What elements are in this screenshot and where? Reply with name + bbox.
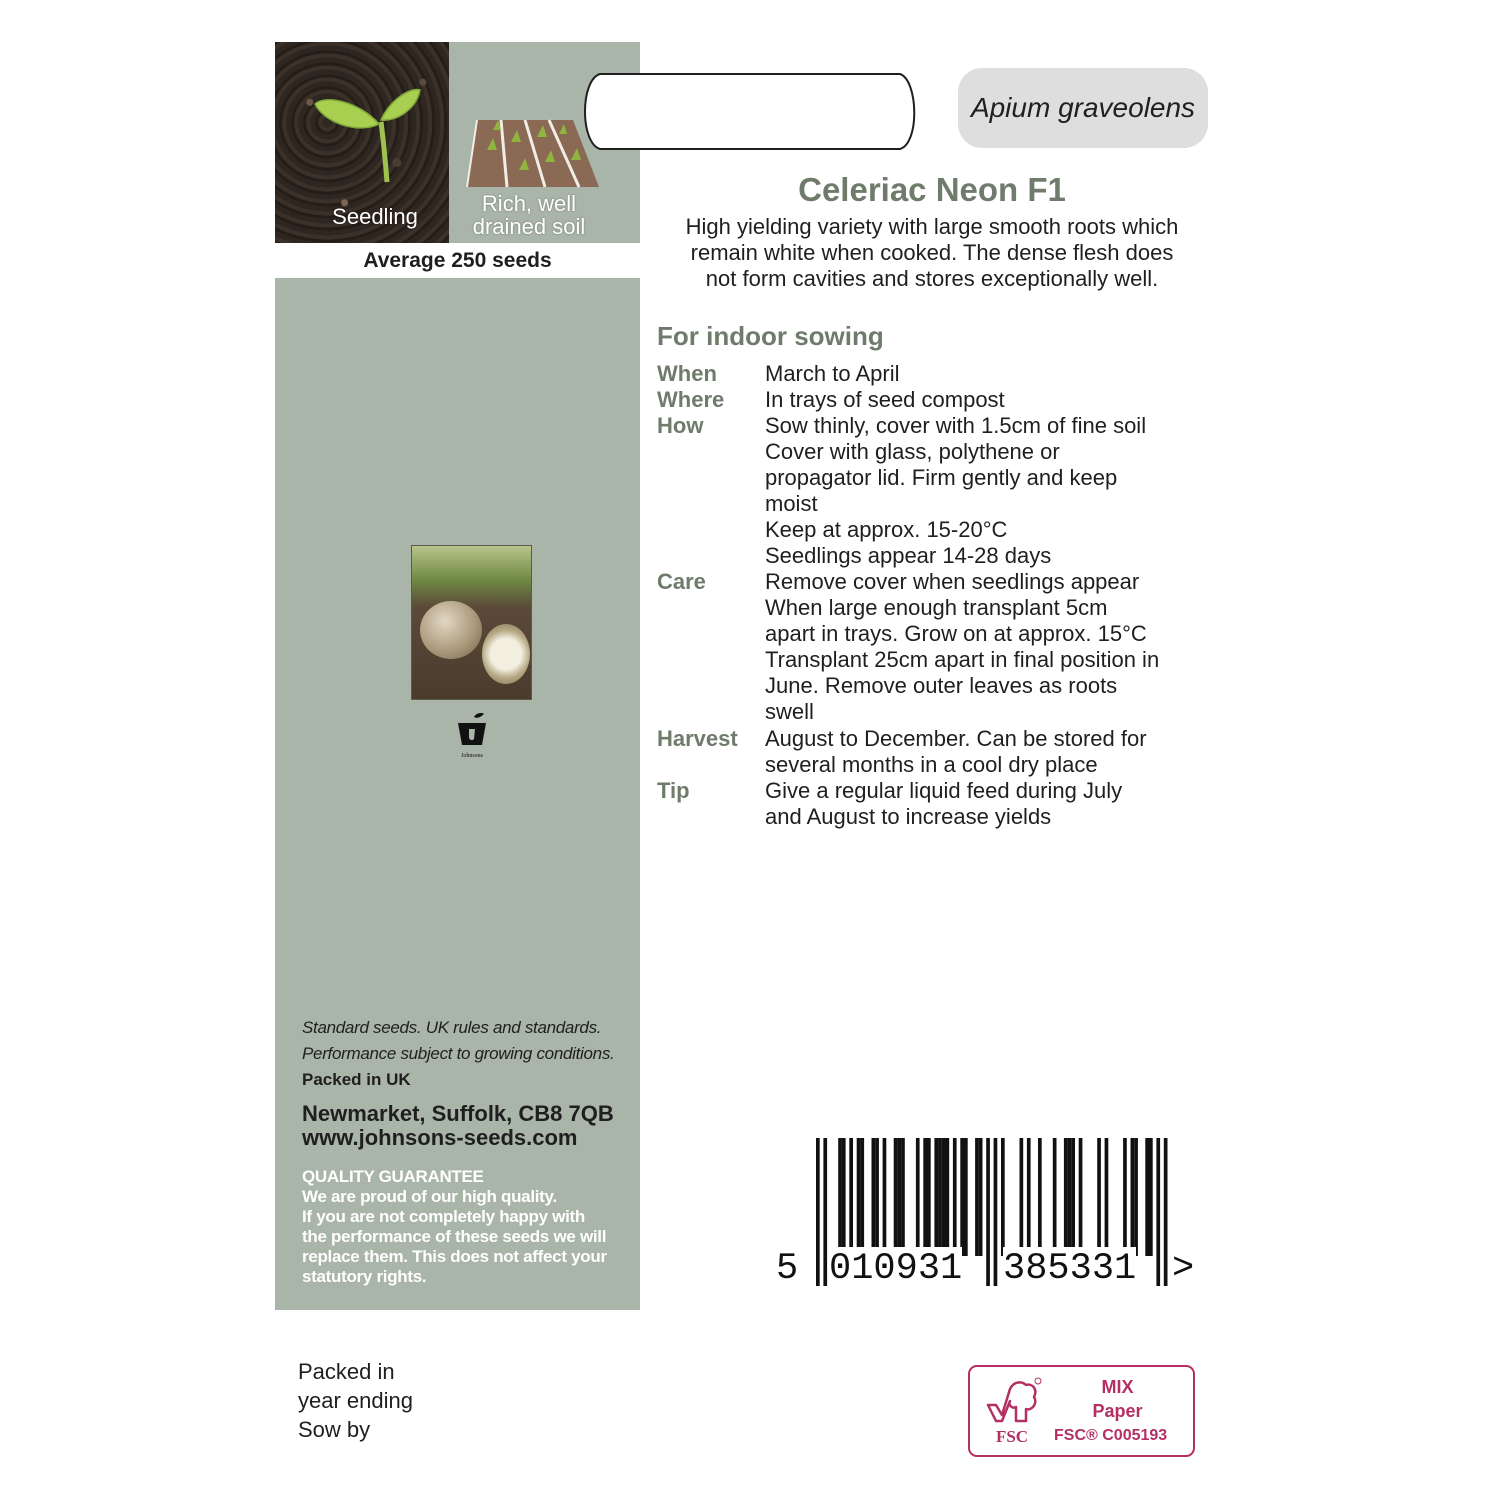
barcode-bar bbox=[1079, 1138, 1083, 1256]
row-value bbox=[765, 361, 900, 387]
barcode-bar bbox=[1071, 1138, 1075, 1256]
row-line: propagator lid. Firm gently and keep bbox=[765, 465, 1118, 490]
barcode-bar bbox=[916, 1138, 920, 1256]
barcode-bar bbox=[901, 1138, 905, 1256]
barcode-bar bbox=[975, 1138, 979, 1256]
seed-count: Average 250 seeds bbox=[275, 243, 640, 278]
quality-title: QUALITY GUARANTEE bbox=[302, 1167, 484, 1186]
company-website[interactable]: www.johnsons-seeds.com bbox=[302, 1125, 578, 1150]
barcode-bar bbox=[857, 1138, 861, 1256]
fsc-code: FSC® C005193 bbox=[1054, 1427, 1168, 1444]
barcode-bar bbox=[1105, 1138, 1109, 1256]
row-line: Transplant 25cm apart in final position in bbox=[765, 647, 1160, 672]
row-line: Remove cover when seedlings appear bbox=[765, 569, 1140, 594]
quality-line: the performance of these seeds we will bbox=[302, 1227, 607, 1246]
fsc-wordmark: FSC bbox=[995, 1427, 1029, 1446]
barcode-bar bbox=[994, 1138, 998, 1286]
row-line: March to April bbox=[765, 361, 900, 386]
row-line: and August to increase yields bbox=[765, 804, 1052, 829]
row-line: In trays of seed compost bbox=[765, 387, 1005, 412]
barcode-bar bbox=[1001, 1138, 1005, 1256]
barcode-bar bbox=[875, 1138, 879, 1256]
barcode-bar bbox=[1064, 1138, 1068, 1256]
product-title: Celeriac Neon F1 bbox=[798, 171, 1066, 208]
description-line: not form cavities and stores exceptionally well. bbox=[705, 266, 1159, 291]
barcode-bar bbox=[1134, 1138, 1138, 1256]
barcode-end-mark: > bbox=[1172, 1248, 1195, 1290]
legal-line-1: Standard seeds. UK rules and standards. bbox=[302, 1018, 602, 1037]
barcode-first-digit: 5 bbox=[776, 1248, 799, 1290]
barcode-bar bbox=[894, 1138, 898, 1256]
row-line: Keep at approx. 15-20°C bbox=[765, 517, 1008, 542]
barcode-bar bbox=[960, 1138, 964, 1256]
packed-line: year ending bbox=[298, 1388, 413, 1413]
barcode-bar bbox=[872, 1138, 876, 1256]
barcode-bar bbox=[816, 1138, 820, 1286]
soil-caption-line: Rich, well bbox=[481, 191, 577, 216]
row-line: swell bbox=[765, 699, 814, 724]
barcode-bar bbox=[934, 1138, 938, 1256]
logo-text: Johnsons bbox=[460, 753, 484, 759]
row-value bbox=[765, 726, 1147, 778]
quality-guarantee bbox=[302, 1167, 637, 1287]
barcode-bar bbox=[823, 1138, 827, 1286]
barcode-bar bbox=[1068, 1138, 1072, 1256]
row-value bbox=[765, 387, 1005, 413]
fsc-mix bbox=[1060, 1375, 1175, 1423]
description-line: High yielding variety with large smooth roots which bbox=[685, 214, 1179, 239]
barcode-right-digits: 385331 bbox=[1003, 1248, 1137, 1290]
company-address: Newmarket, Suffolk, CB8 7QB bbox=[302, 1101, 614, 1126]
row-line: moist bbox=[765, 491, 818, 516]
barcode-bar bbox=[1097, 1138, 1101, 1256]
barcode-bar bbox=[986, 1138, 990, 1286]
soil-caption bbox=[449, 192, 609, 238]
row-key: When bbox=[657, 361, 717, 386]
quality-line: statutory rights. bbox=[302, 1267, 427, 1286]
barcode-bar bbox=[849, 1138, 853, 1256]
fsc-tree-icon bbox=[982, 1375, 1044, 1427]
row-line: Sow thinly, cover with 1.5cm of fine soil bbox=[765, 413, 1147, 438]
row-line: apart in trays. Grow on at approx. 15°C bbox=[765, 621, 1147, 646]
celeriac-photo bbox=[411, 545, 532, 700]
barcode-bar bbox=[1053, 1138, 1057, 1256]
packed-line: Packed in bbox=[298, 1359, 395, 1384]
product-description bbox=[652, 214, 1212, 292]
row-line: Seedlings appear 14-28 days bbox=[765, 543, 1052, 568]
quality-line: replace them. This does not affect your bbox=[302, 1247, 607, 1266]
packed-in-uk: Packed in UK bbox=[302, 1070, 411, 1089]
barcode-bar bbox=[1027, 1138, 1031, 1256]
barcode-bar bbox=[938, 1138, 942, 1256]
barcode-bar bbox=[1164, 1138, 1168, 1286]
fsc-label bbox=[968, 1365, 1195, 1457]
soil-caption-line: drained soil bbox=[472, 214, 586, 239]
barcode-bar bbox=[1149, 1138, 1153, 1256]
barcode-bar bbox=[979, 1138, 983, 1256]
packed-date-info bbox=[298, 1357, 413, 1444]
legal-line-2: Performance subject to growing conditions. bbox=[302, 1044, 615, 1063]
barcode-bar bbox=[953, 1138, 957, 1256]
row-line: June. Remove outer leaves as roots bbox=[765, 673, 1118, 698]
barcode-bar bbox=[897, 1138, 901, 1256]
barcode-bar bbox=[1020, 1138, 1024, 1256]
row-key: Harvest bbox=[657, 726, 738, 751]
barcode-bar bbox=[1038, 1138, 1042, 1256]
barcode-bar bbox=[842, 1138, 846, 1256]
fsc-mix-label: MIX bbox=[1101, 1377, 1134, 1397]
barcode-bar bbox=[1131, 1138, 1135, 1256]
seedling-caption: Seedling bbox=[332, 204, 418, 229]
barcode-bar bbox=[923, 1138, 927, 1256]
row-key: Tip bbox=[657, 778, 690, 803]
sow-by-line: Sow by bbox=[298, 1417, 371, 1442]
sowing-heading: For indoor sowing bbox=[657, 321, 884, 351]
barcode-bar bbox=[1123, 1138, 1127, 1256]
row-line: Cover with glass, polythene or bbox=[765, 439, 1060, 464]
latin-name: Apium graveolens bbox=[958, 68, 1208, 148]
celeriac-root-cut bbox=[482, 624, 530, 684]
barcode-bar bbox=[860, 1138, 864, 1256]
seedling-photo bbox=[275, 42, 449, 243]
johnsons-logo-icon bbox=[452, 711, 492, 763]
barcode-bar bbox=[927, 1138, 931, 1256]
celeriac-root bbox=[420, 601, 482, 659]
row-value bbox=[765, 569, 1159, 725]
barcode-bar bbox=[883, 1138, 887, 1256]
fsc-paper-label: Paper bbox=[1092, 1401, 1143, 1421]
quality-line: We are proud of our high quality. bbox=[302, 1187, 557, 1206]
barcode-bar bbox=[1145, 1138, 1149, 1256]
barcode-bar bbox=[942, 1138, 946, 1256]
barcode-left-digits: 010931 bbox=[829, 1248, 963, 1290]
quality-line: If you are not completely happy with bbox=[302, 1207, 585, 1226]
row-value bbox=[765, 778, 1122, 830]
barcode-bar bbox=[964, 1138, 968, 1256]
row-line: several months in a cool dry place bbox=[765, 752, 1098, 777]
row-line: August to December. Can be stored for bbox=[765, 726, 1147, 751]
row-key: How bbox=[657, 413, 704, 438]
description-line: remain white when cooked. The dense flesh does bbox=[690, 240, 1174, 265]
barcode-bar bbox=[946, 1138, 950, 1256]
row-line: Give a regular liquid feed during July bbox=[765, 778, 1123, 803]
left-info-panel bbox=[275, 278, 640, 1310]
row-value bbox=[765, 413, 1146, 569]
row-line: When large enough transplant 5cm bbox=[765, 595, 1108, 620]
row-key: Care bbox=[657, 569, 706, 594]
barcode-bar bbox=[1156, 1138, 1160, 1286]
blank-label-oval bbox=[578, 68, 922, 155]
row-key: Where bbox=[657, 387, 725, 412]
barcode-bar bbox=[838, 1138, 842, 1256]
